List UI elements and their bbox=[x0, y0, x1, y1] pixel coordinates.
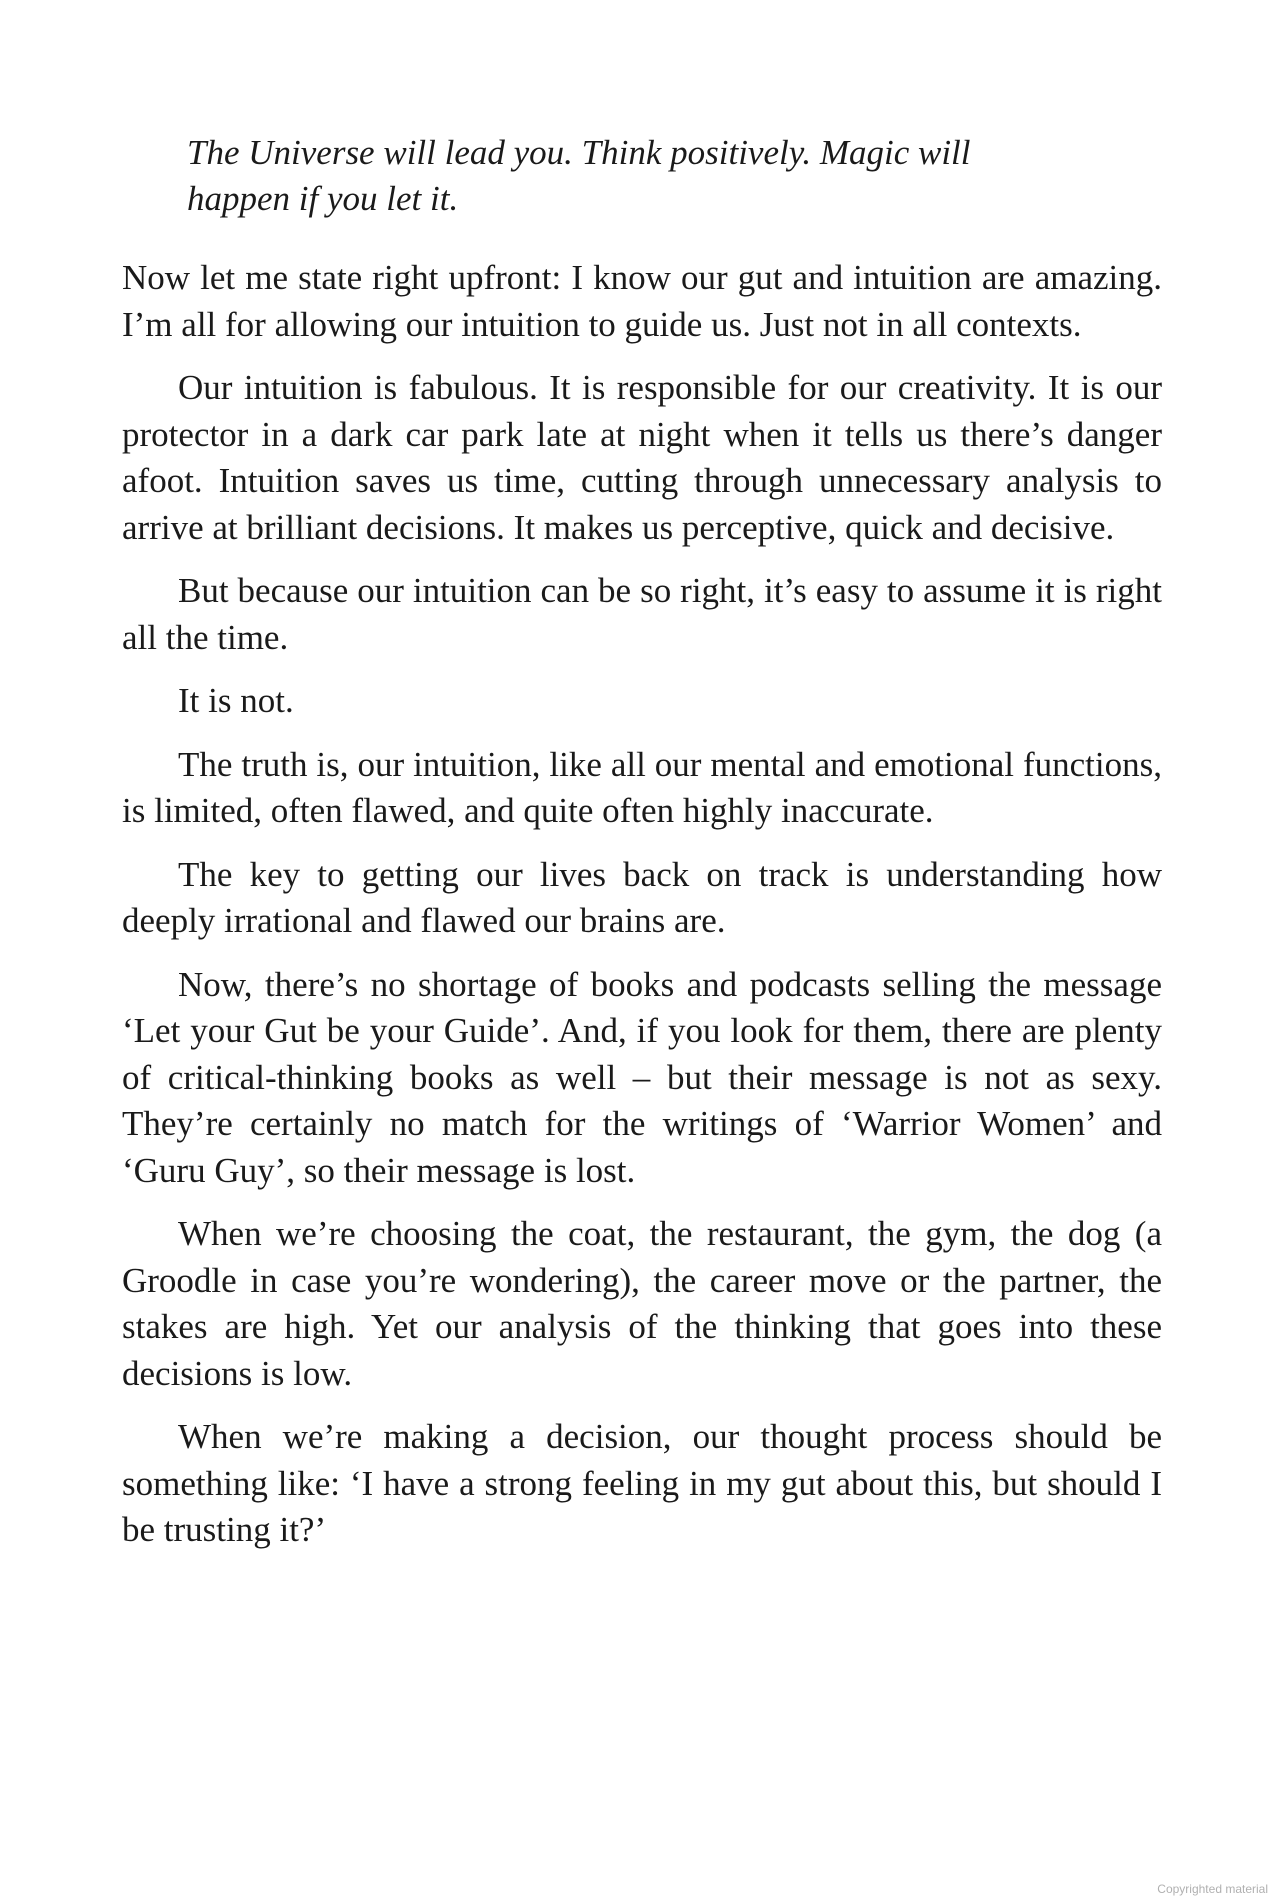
book-page bbox=[122, 130, 1162, 1571]
paragraph-7: Now, there’s no shortage of books and podcasts selling the message ‘Let your Gut be your Guide’. And, if you look for them, there are plenty of critical-thinking books as well – but their message is not as sexy. They’re certainly no match for the writings of ‘Warrior Women’ and ‘Guru Guy’, so their message is lost. bbox=[122, 964, 1162, 1190]
paragraph-6: The key to getting our lives back on track is understanding how deeply irrational and flawed our brains are. bbox=[122, 854, 1162, 940]
paragraph-1: Now let me state right upfront: I know our gut and intuition are amazing. I’m all for allowing our intuition to guide us. Just not in all contexts. bbox=[122, 258, 1162, 344]
paragraph-4: It is not. bbox=[178, 681, 294, 720]
paragraph-8: When we’re choosing the coat, the restaurant, the gym, the dog (a Groodle in case you’re wondering), the career move or the partner, the stakes are high. Yet our analysis of the thinking that goes into these decisions is low. bbox=[122, 1214, 1162, 1393]
paragraph-9: When we’re making a decision, our thought process should be something like: ‘I have a strong feeling in my gut about this, but should I be trusting it?’ bbox=[122, 1417, 1162, 1549]
paragraph-2: Our intuition is fabulous. It is responsible for our creativity. It is our protector in a dark car park late at night when it tells us there’s danger afoot. Intuition saves us time, cutting through unnecessary analysis to arrive at brilliant decisions. It makes us perceptive, quick and decisive. bbox=[122, 368, 1162, 547]
paragraph-5: The truth is, our intuition, like all our mental and emotional functions, is limited, often flawed, and quite often highly inaccurate. bbox=[122, 744, 1162, 830]
paragraph-3: But because our intuition can be so right, it’s easy to assume it is right all the time. bbox=[122, 571, 1162, 657]
epigraph-quote: The Universe will lead you. Think positively. Magic will happen if you let it. bbox=[187, 133, 971, 218]
copyright-notice: Copyrighted material bbox=[1157, 1882, 1268, 1896]
